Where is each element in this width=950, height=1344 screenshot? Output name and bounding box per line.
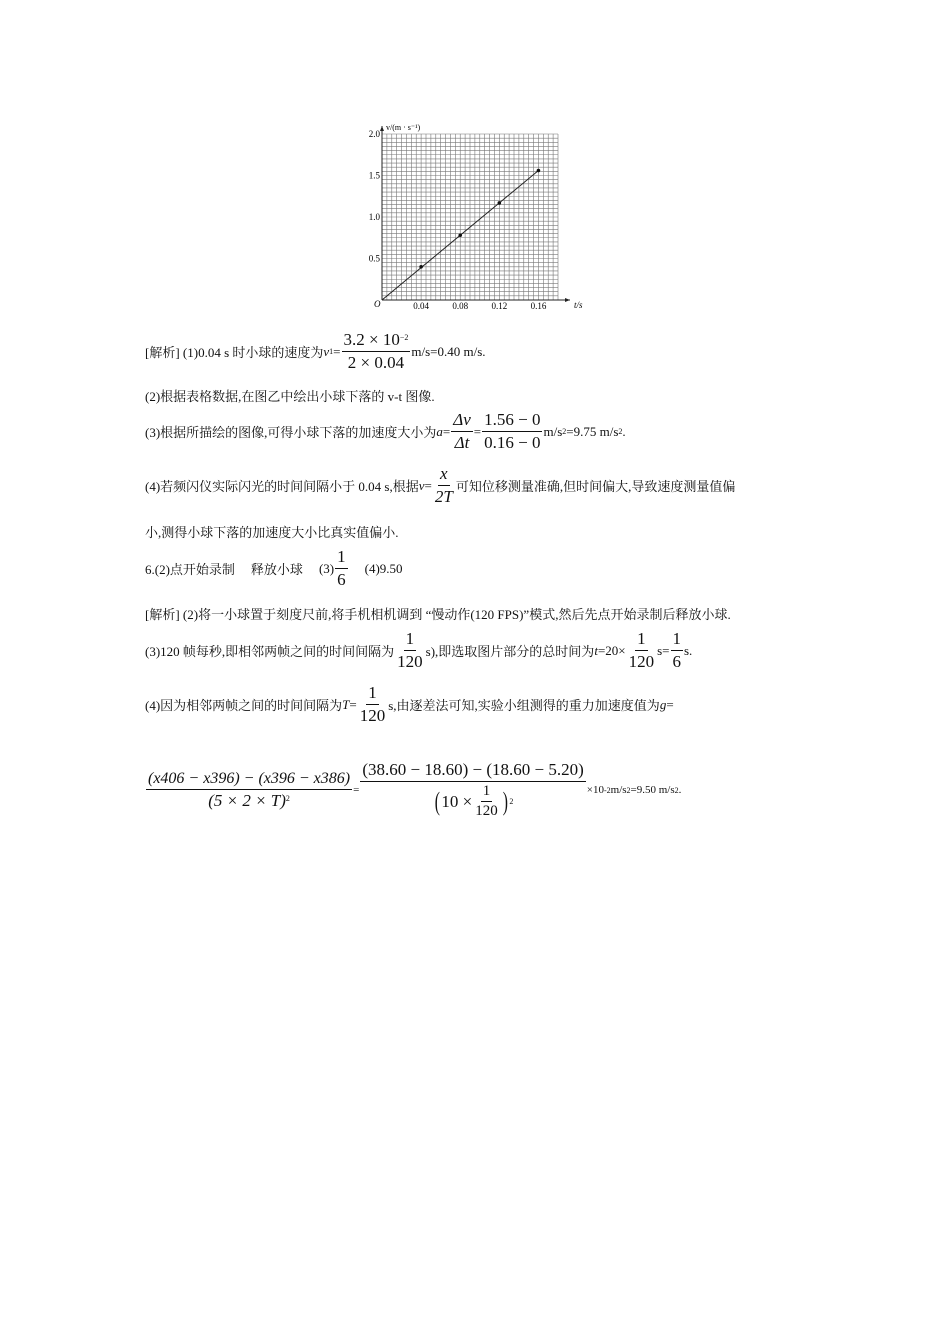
equals: =: [349, 696, 357, 712]
text: ×10: [586, 784, 604, 796]
chart-marks: [382, 169, 540, 300]
denominator: 0.16 − 0: [484, 433, 541, 452]
exponent: 2: [618, 427, 623, 436]
solution-line-3: [145, 410, 626, 453]
equals: =: [442, 423, 451, 439]
solution-line-8: [145, 629, 692, 672]
denominator: 120: [359, 706, 386, 725]
text: m/s: [543, 423, 563, 439]
solution-line-2: [145, 386, 435, 405]
fraction: [146, 770, 352, 811]
denominator: Δt: [454, 433, 470, 452]
denominator: 2T: [434, 487, 453, 506]
fraction: [671, 629, 684, 672]
text: (2)根据表格数据,在图乙中绘出小球下落的 v-t 图像.: [145, 389, 435, 404]
text: (4)因为相邻两帧之间的时间间隔为: [145, 698, 343, 713]
var-t: t: [594, 642, 598, 658]
y-tick-label: 1.0: [368, 212, 380, 222]
denominator: (5 × 2 × T): [208, 790, 286, 810]
data-point: [498, 201, 502, 205]
fraction: [433, 464, 455, 507]
exponent: 2: [562, 427, 567, 436]
text: (4)若频闪仪实际闪光的时间间隔小于 0.04 s,根据: [145, 479, 419, 494]
chart-tick-labels: [369, 129, 547, 311]
numerator: Δv: [451, 410, 473, 432]
data-point: [537, 169, 541, 173]
text: .: [622, 423, 626, 439]
fraction: [482, 410, 542, 453]
solution-line-4: [145, 464, 735, 507]
fraction: [358, 683, 388, 726]
text: =: [666, 696, 674, 712]
denominator: 2 × 0.04: [347, 353, 405, 372]
denominator: 120: [397, 652, 423, 671]
x-tick-label: 0.12: [491, 301, 508, 311]
var-v: v: [323, 343, 330, 359]
solution-line-9: [145, 683, 674, 726]
fraction: [473, 783, 500, 820]
numerator: x: [438, 464, 450, 486]
x-axis-label: t/s: [574, 300, 583, 310]
text: .: [678, 784, 682, 796]
numerator: 3.2 × 10: [343, 330, 400, 349]
origin-label: O: [374, 299, 381, 309]
y-axis-label: v/(m · s⁻¹): [386, 123, 421, 132]
text: s=: [657, 642, 670, 658]
equals: =: [424, 477, 432, 493]
solution-line-1: [145, 330, 486, 373]
text: 6.(2)点开始录制: [145, 562, 235, 577]
text: m/s: [610, 784, 627, 796]
solution-line-5: [145, 522, 399, 541]
exponent: 2: [626, 785, 631, 795]
exponent: -2: [603, 785, 611, 795]
equals: =: [353, 784, 360, 796]
text: m/s=0.40 m/s.: [411, 343, 486, 359]
fraction: [342, 330, 411, 373]
numerator: 1.56 − 0: [482, 410, 542, 432]
solution-line-10: [145, 760, 681, 820]
numerator: (38.60 − 18.60) − (18.60 − 5.20): [360, 760, 585, 782]
y-axis-arrow: [380, 126, 384, 131]
numerator: 1: [335, 547, 348, 569]
exponent: 2: [509, 797, 514, 806]
numerator: 1: [366, 683, 379, 705]
denominator: 120: [628, 652, 655, 671]
fraction: [627, 629, 657, 672]
denominator: 6: [672, 652, 681, 671]
answer-line-6: [145, 547, 403, 590]
data-point: [458, 233, 462, 237]
text: (3)120 帧每秒,即相邻两帧之间的时间间隔为: [145, 644, 395, 659]
numerator: 1: [404, 629, 417, 651]
fraction: (38.60 − 18.60) − (18.60 − 5.20) ( 10 × $\frac{1}{120}$ ) 2: [362, 760, 584, 819]
fraction: [451, 410, 473, 453]
exponent: 2: [674, 785, 679, 795]
velocity-time-chart: [352, 118, 592, 318]
numerator: 1: [671, 629, 684, 651]
exponent: 2: [285, 793, 290, 803]
x-tick-label: 0.04: [413, 301, 429, 311]
equals: =: [333, 343, 341, 359]
y-tick-label: 1.5: [368, 170, 380, 181]
var-v: v: [418, 477, 425, 493]
text: s.: [684, 642, 693, 658]
subscript: 1: [329, 347, 334, 356]
denominator: 120: [475, 803, 498, 819]
y-tick-label: 2.0: [368, 129, 380, 139]
numerator: (x406 − x396) − (x396 − x386): [146, 770, 352, 790]
text: =9.50 m/s: [630, 784, 675, 796]
var-T: T: [342, 696, 350, 712]
fraction: [335, 547, 348, 590]
text: (4)9.50: [364, 560, 403, 576]
fraction: [395, 629, 425, 672]
data-point: [419, 265, 423, 269]
numerator: 1: [481, 783, 493, 802]
chart-grid: [382, 134, 558, 300]
text: (3)根据所描绘的图像,可得小球下落的加速度大小为: [145, 425, 437, 440]
numerator: 1: [635, 629, 648, 651]
text: 10 ×: [441, 791, 473, 811]
x-tick-label: 0.08: [452, 301, 469, 311]
denominator: 6: [337, 570, 346, 589]
text: s),即选取图片部分的总时间为: [425, 644, 595, 659]
exponent: −2: [399, 333, 409, 342]
x-axis-arrow: [565, 298, 570, 302]
text: [解析] (2)将一小球置于刻度尺前,将手机相机调到 “慢动作(120 FPS)”模式,然后先点开始录制后释放小球.: [145, 607, 731, 622]
text: =9.75 m/s: [566, 423, 619, 439]
text: =20×: [597, 642, 626, 658]
var-a: a: [436, 423, 443, 439]
solution-line-7: [145, 604, 731, 623]
text: 释放小球: [250, 562, 303, 577]
y-tick-label: 0.5: [368, 253, 380, 264]
text: [解析] (1)0.04 s 时小球的速度为: [145, 345, 324, 360]
x-tick-label: 0.16: [530, 301, 547, 311]
var-g: g: [659, 696, 667, 712]
text: s,由逐差法可知,实验小组测得的重力加速度值为: [388, 698, 660, 713]
text: (3): [318, 560, 335, 576]
equals: =: [473, 423, 482, 439]
text: 可知位移测量准确,但时间偏大,导致速度测量值偏: [455, 479, 736, 494]
text: 小,测得小球下落的加速度大小比真实值偏小.: [145, 525, 399, 540]
